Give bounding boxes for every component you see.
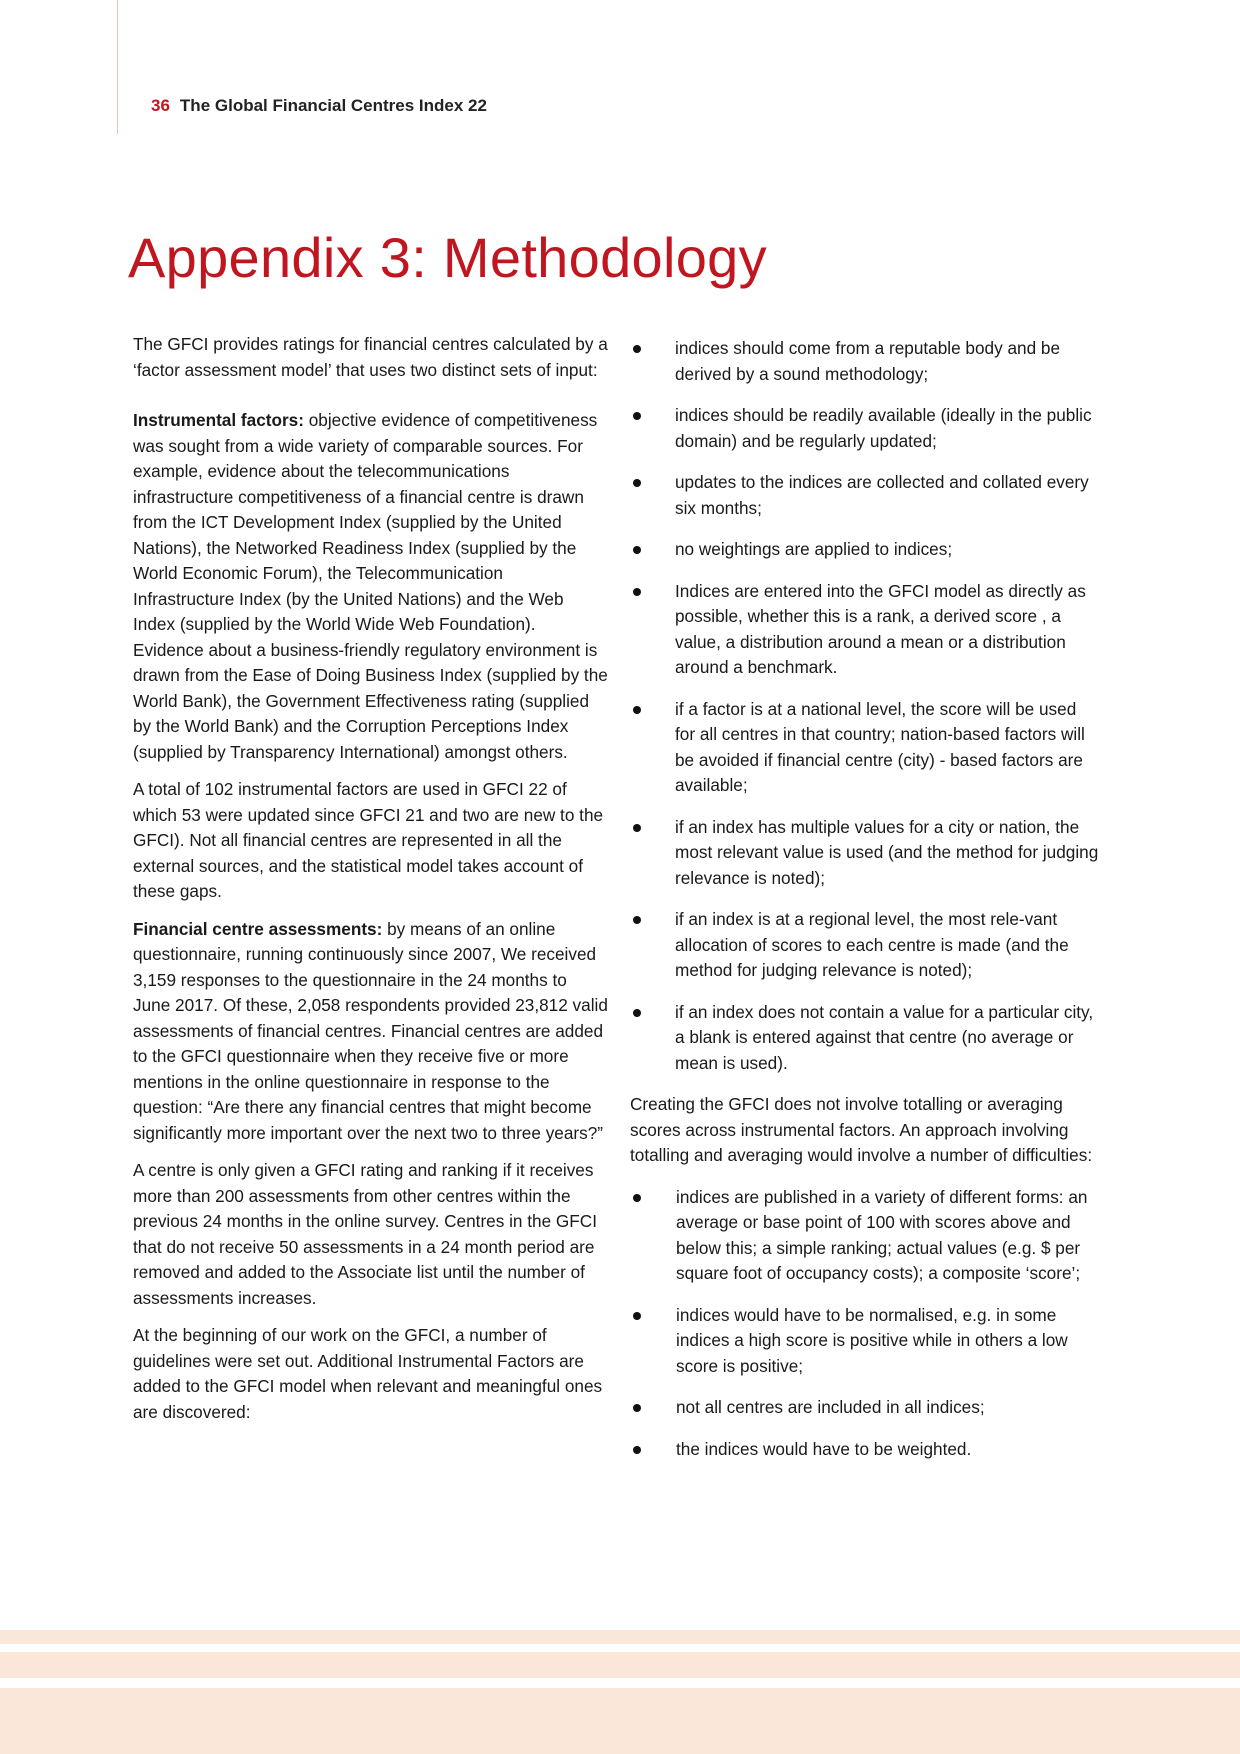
rating-rule-paragraph: A centre is only given a GFCI rating and ranking if it receives more than 200 assessments from other centres within the previous 24 months in the online survey. Centres in the GFCI that do not receive 50 assessments in a 24 month period are removed and added to the Associate list until the number of assessments increases. — [133, 1160, 597, 1308]
guidelines-list — [630, 336, 1100, 1076]
list-item: if a factor is at a national level, the score will be used for all centres in that country; nation-based factors will be avoided if financial centre (city) - based factors are available; — [630, 697, 1100, 799]
assessments-label: Financial centre assessments: — [133, 918, 383, 939]
list-item: if an index has multiple values for a city or nation, the most relevant value is used (and the method for judging relevance is noted); — [630, 815, 1100, 892]
footer-band-1 — [0, 1630, 1240, 1644]
list-item: if an index does not contain a value for a particular city, a blank is entered against that centre (no average or mean is used). — [630, 1000, 1100, 1077]
bullet-icon — [633, 345, 641, 353]
list-item: updates to the indices are collected and collated every six months; — [630, 470, 1100, 521]
running-header — [151, 96, 487, 116]
guidelines-paragraph: At the beginning of our work on the GFCI, a number of guidelines were set out. Additional Instrumental Factors are added to the GFCI model when relevant and meaningful ones are discovered: — [133, 1325, 603, 1422]
instrumental-factors-label: Instrumental factors: — [133, 410, 304, 430]
list-item: indices would have to be normalised, e.g. in some indices a high score is positive while in others a low score is positive; — [630, 1303, 1100, 1380]
footer-band-2 — [0, 1652, 1240, 1678]
bullet-icon — [633, 546, 641, 554]
totalling-paragraph: Creating the GFCI does not involve totalling or averaging scores across instrumental factors. An approach involving totalling and averaging would involve a number of difficulties: — [630, 1094, 1093, 1165]
list-item: indices are published in a variety of different forms: an average or base point of 100 with scores above and below this; a simple ranking; actual values (e.g. $ per square foot of occupancy costs); a composite ‘score’; — [630, 1185, 1100, 1287]
list-item: not all centres are included in all indices; — [630, 1395, 1100, 1421]
bullet-icon — [633, 412, 641, 420]
list-item: Indices are entered into the GFCI model as directly as possible, whether this is a rank, a derived score , a value, a distribution around a mean or a distribution around a benchmark. — [630, 579, 1100, 681]
bullet-icon — [633, 479, 641, 487]
left-column — [133, 332, 608, 1437]
assessments-text: by means of an online questionnaire, running continuously since 2007, We received 3,159 responses to the questionnaire in the 24 months to June 2017. Of these, 2,058 respondents provided 23,812 valid assessments of financial centres. Financial centres are added to the GFCI questionnaire when they receive five or more mentions in the online questionnaire in response to the question: “Are there any financial centres that might become significantly more important over the next two to three years?” — [133, 918, 608, 1143]
list-item: if an index is at a regional level, the most rele-vant allocation of scores to each centre is made (and the method for judging relevance is noted); — [630, 907, 1100, 984]
bullet-icon — [633, 1194, 641, 1202]
intro-paragraph: The GFCI provides ratings for financial centres calculated by a ‘factor assessment model’ that uses two distinct sets of input: — [133, 334, 608, 380]
footer-band-3 — [0, 1688, 1240, 1754]
total-factors-paragraph: A total of 102 instrumental factors are used in GFCI 22 of which 53 were updated since GFCI 21 and two are new to the GFCI). Not all financial centres are represented in all the external sources, and the statistical model takes account of these gaps. — [133, 779, 604, 901]
assessments-paragraph — [133, 917, 608, 1147]
bullet-icon — [633, 1009, 641, 1017]
instrumental-factors-text: objective evidence of competitiveness was sought from a wide variety of comparable sources. For example, evidence about the telecommunications infrastructure competitiveness of a financial centre is drawn from the ICT Development Index (supplied by the United Nations), the Networked Readiness Index (supplied by the World Economic Forum), the Telecommunication Infrastructure Index (by the United Nations) and the Web Index (supplied by the World Wide Web Foundation). Evidence about a business-friendly regulatory environment is drawn from the Ease of Doing Business Index (supplied by the World Bank), the Government Effectiveness rating (supplied by the World Bank) and the Corruption Perceptions Index (supplied by Transparency International) amongst others. — [133, 410, 608, 762]
bullet-icon — [633, 706, 641, 714]
margin-rule — [117, 0, 118, 134]
bullet-icon — [633, 1312, 641, 1320]
list-item: no weightings are applied to indices; — [630, 537, 1100, 563]
page-title: Appendix 3: Methodology — [128, 226, 767, 289]
right-column — [630, 336, 1100, 1478]
list-item: the indices would have to be weighted. — [630, 1437, 1100, 1463]
page-number: 36 — [151, 96, 170, 115]
bullet-icon — [633, 824, 641, 832]
instrumental-factors-paragraph — [133, 408, 608, 765]
list-item: indices should be readily available (ideally in the public domain) and be regularly updated; — [630, 403, 1100, 454]
difficulties-list — [630, 1185, 1100, 1463]
bullet-icon — [633, 916, 641, 924]
publication-title: The Global Financial Centres Index 22 — [179, 96, 487, 115]
list-item: indices should come from a reputable body and be derived by a sound methodology; — [630, 336, 1100, 387]
bullet-icon — [633, 588, 641, 596]
bullet-icon — [633, 1404, 641, 1412]
bullet-icon — [633, 1446, 641, 1454]
